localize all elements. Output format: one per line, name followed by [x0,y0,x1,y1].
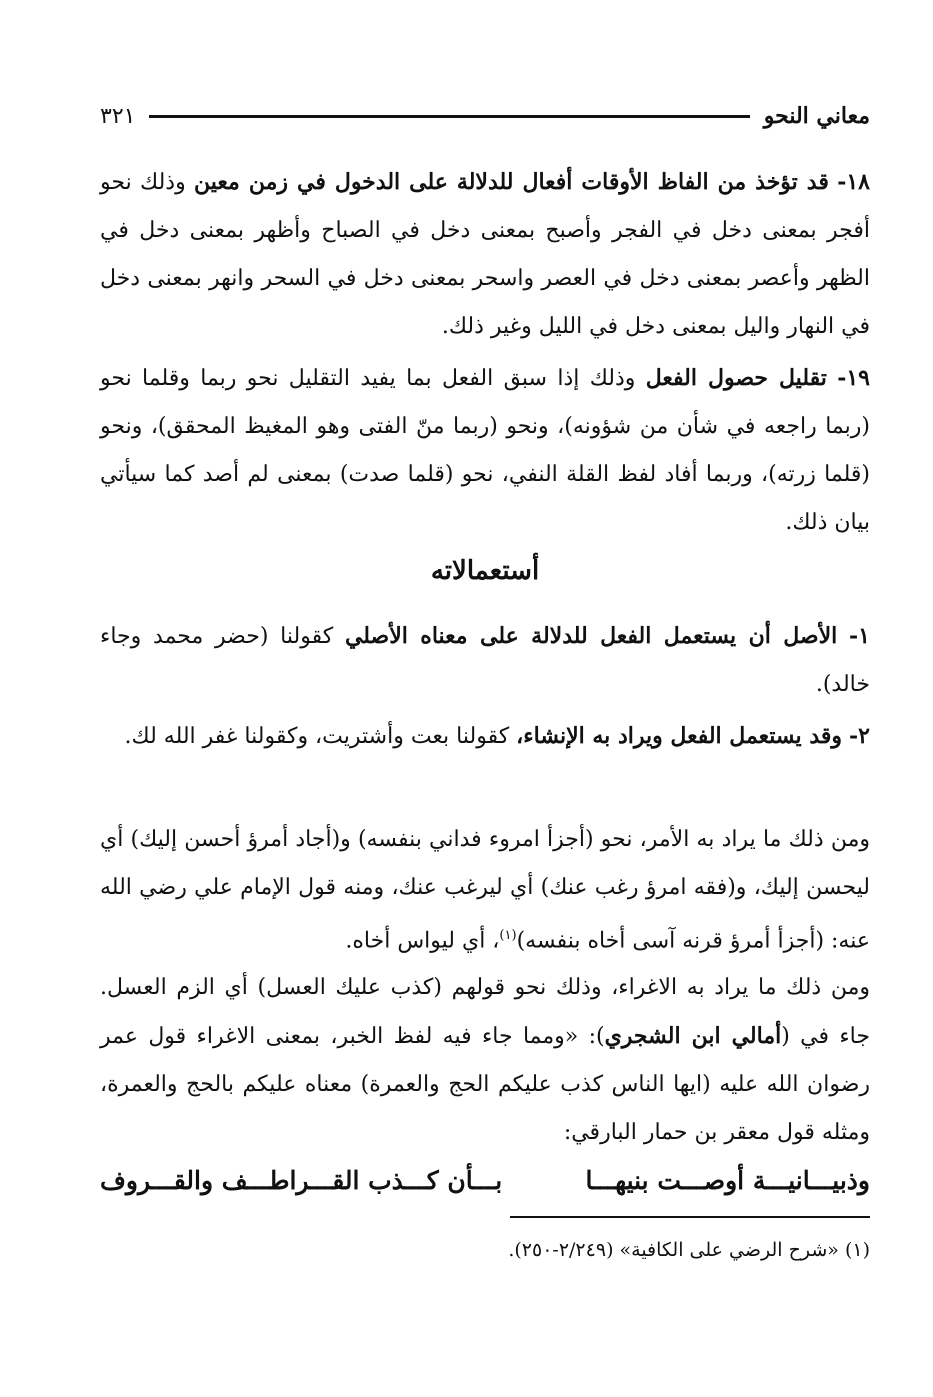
footnote-number: (١) [844,1239,870,1261]
footnote [100,1232,870,1268]
use-2-text: كقولنا بعت وأشتريت، وكقولنا غفر الله لك. [124,724,517,749]
ighra-source-title: أمالي ابن الشجري [604,1023,782,1049]
amr-text-after: ، أي ليواس أخاه. [345,928,500,954]
item-18-number: ١٨- [837,169,870,195]
ighra-text-after: ): «ومما جاء فيه لفظ الخبر، بمعنى الاغراء قول عمر رضوان الله عليه (ايها الناس كذب عليكم الحج والعمرة) معناه عليكم بالحج والعمرة، ومثله قول معقر بن حمار البارقي: [100,1024,870,1145]
verse-first-hemistich: وذبيـــانيـــة أوصـــت بنيهـــا [585,1165,870,1195]
item-18-paragraph [100,158,870,351]
section-heading: أستعمالاته [430,556,540,586]
page-header [100,96,870,136]
verse-second-hemistich: بـــأن كـــذب القـــراطـــف والقـــروف [100,1165,503,1195]
ighra-paragraph [100,964,870,1157]
poetry-verse [100,1158,870,1202]
amr-text-before: ومن ذلك ما يراد به الأمر، نحو (أجزأ امروء فداني بنفسه) و(أجاد أمرؤ أحسن إليك) أي ليحسن إليك، و(فقه امرؤ رغب عنك) أي ليرغب عنك، ومنه قول الإمام علي رضي الله عنه: (أجزأ أمرؤ قرنه آسى أخاه بنفسه) [100,827,870,954]
item-19-heading: تقليل حصول الفعل [645,365,827,391]
footnote-text: «شرح الرضي على الكافية» (٢/٢٤٩-٢٥٠). [508,1239,839,1261]
use-2-heading: وقد يستعمل الفعل ويراد به الإنشاء، [516,723,843,749]
use-1-paragraph [100,612,870,709]
use-2-number: ٢- [849,723,870,749]
running-title: معاني النحو [763,103,870,129]
footnote-reference[interactable]: (١) [499,928,517,943]
item-18-text: وذلك نحو أفجر بمعنى دخل في الفجر وأصبح بمعنى دخل في الصباح وأظهر بمعنى دخل في الظهر وأعصر بمعنى دخل في العصر واسحر بمعنى دخل في السحر وانهر بمعنى دخل في النهار واليل بمعنى دخل في الليل وغير ذلك. [100,170,870,339]
book-page [100,0,870,1397]
use-2-paragraph [100,712,870,761]
item-19-text: وذلك إذا سبق الفعل بما يفيد التقليل نحو ربما وقلما نحو (ربما راجعه في شأن من شؤونه)، ونحو (ربما منّ الفتى وهو المغيظ المحقق)، ونحو (قلما زرته)، وربما أفاد لفظ القلة النفي، نحو (قلما صدت) بمعنى لم أصد كما سيأتي بيان ذلك. [100,366,870,535]
use-1-heading: الأصل أن يستعمل الفعل للدلالة على معناه الأصلي [344,623,838,649]
ighra-text-before: ومن ذلك ما يراد به الاغراء، وذلك نحو قولهم (كذب عليك العسل) أي الزم العسل. جاء في ( [100,975,870,1049]
page-number: ٣٢١ [100,103,136,129]
footnote-separator [510,1216,870,1218]
use-1-text: كقولنا (حضر محمد وجاء خالد). [100,624,870,697]
item-19-number: ١٩- [837,365,870,391]
item-19-paragraph [100,354,870,547]
item-18-heading: قد تؤخذ من الفاظ الأوقات أفعال للدلالة على الدخول في زمن معين [194,169,829,195]
amr-paragraph [100,816,870,965]
use-1-number: ١- [849,623,870,649]
header-rule [149,115,749,118]
